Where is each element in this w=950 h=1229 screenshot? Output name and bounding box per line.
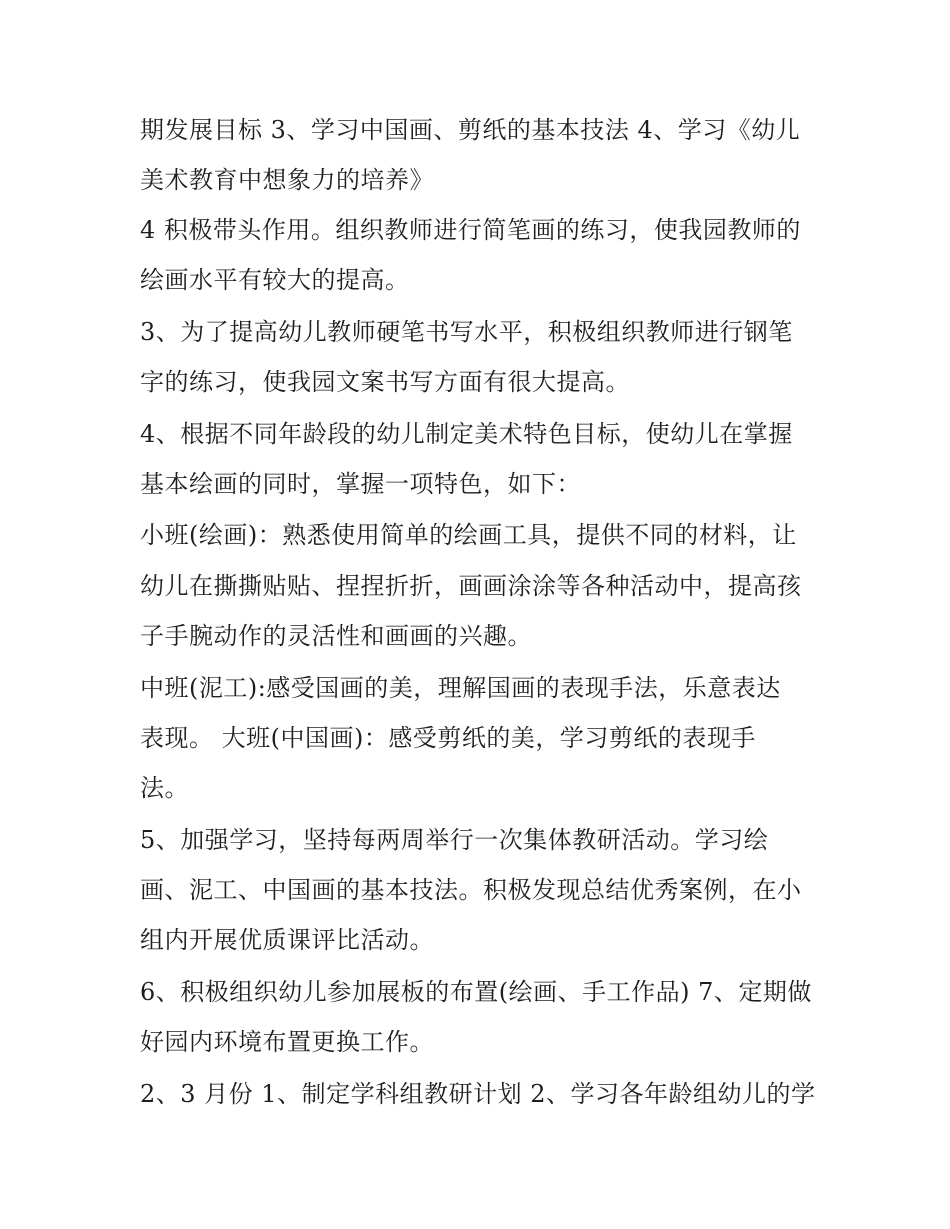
text-line: 幼儿在撕撕贴贴、捏捏折折，画画涂涂等各种活动中，提高孩 xyxy=(140,572,802,600)
text-line: 画、泥工、中国画的基本技法。积极发现总结优秀案例，在小 xyxy=(140,876,802,904)
text-line: 4 积极带头作用。组织教师进行简笔画的练习，使我园教师的 xyxy=(140,216,801,244)
text-line: 表现。 大班(中国画)：感受剪纸的美，学习剪纸的表现手 xyxy=(140,724,756,752)
text-line: 5、加强学习，坚持每两周举行一次集体教研活动。学习绘 xyxy=(140,826,769,854)
text-line: 基本绘画的同时，掌握一项特色，如下： xyxy=(140,470,581,498)
text-line: 美术教育中想象力的培养》 xyxy=(140,166,434,194)
text-line: 好园内环境布置更换工作。 xyxy=(140,1028,434,1056)
text-line: 3、为了提高幼儿教师硬笔书写水平，积极组织教师进行钢笔 xyxy=(140,318,793,346)
text-line: 小班(绘画)：熟悉使用简单的绘画工具，提供不同的材料，让 xyxy=(140,521,797,549)
text-line: 2、3 月份 1、制定学科组教研计划 2、学习各年龄组幼儿的学 xyxy=(140,1080,816,1108)
text-line: 子手腕动作的灵活性和画画的兴趣。 xyxy=(140,622,532,650)
text-line: 6、积极组织幼儿参加展板的布置(绘画、手工作品) 7、定期做 xyxy=(140,978,812,1006)
text-line: 期发展目标 3、学习中国画、剪纸的基本技法 4、学习《幼儿 xyxy=(140,116,801,144)
text-line: 法。 xyxy=(140,774,189,802)
text-line: 4、根据不同年龄段的幼儿制定美术特色目标，使幼儿在掌握 xyxy=(140,420,793,448)
text-line: 绘画水平有较大的提高。 xyxy=(140,266,410,294)
text-line: 字的练习，使我园文案书写方面有很大提高。 xyxy=(140,368,630,396)
text-line: 中班(泥工):感受国画的美，理解国画的表现手法，乐意表达 xyxy=(140,674,781,702)
text-line: 组内开展优质课评比活动。 xyxy=(140,926,434,954)
